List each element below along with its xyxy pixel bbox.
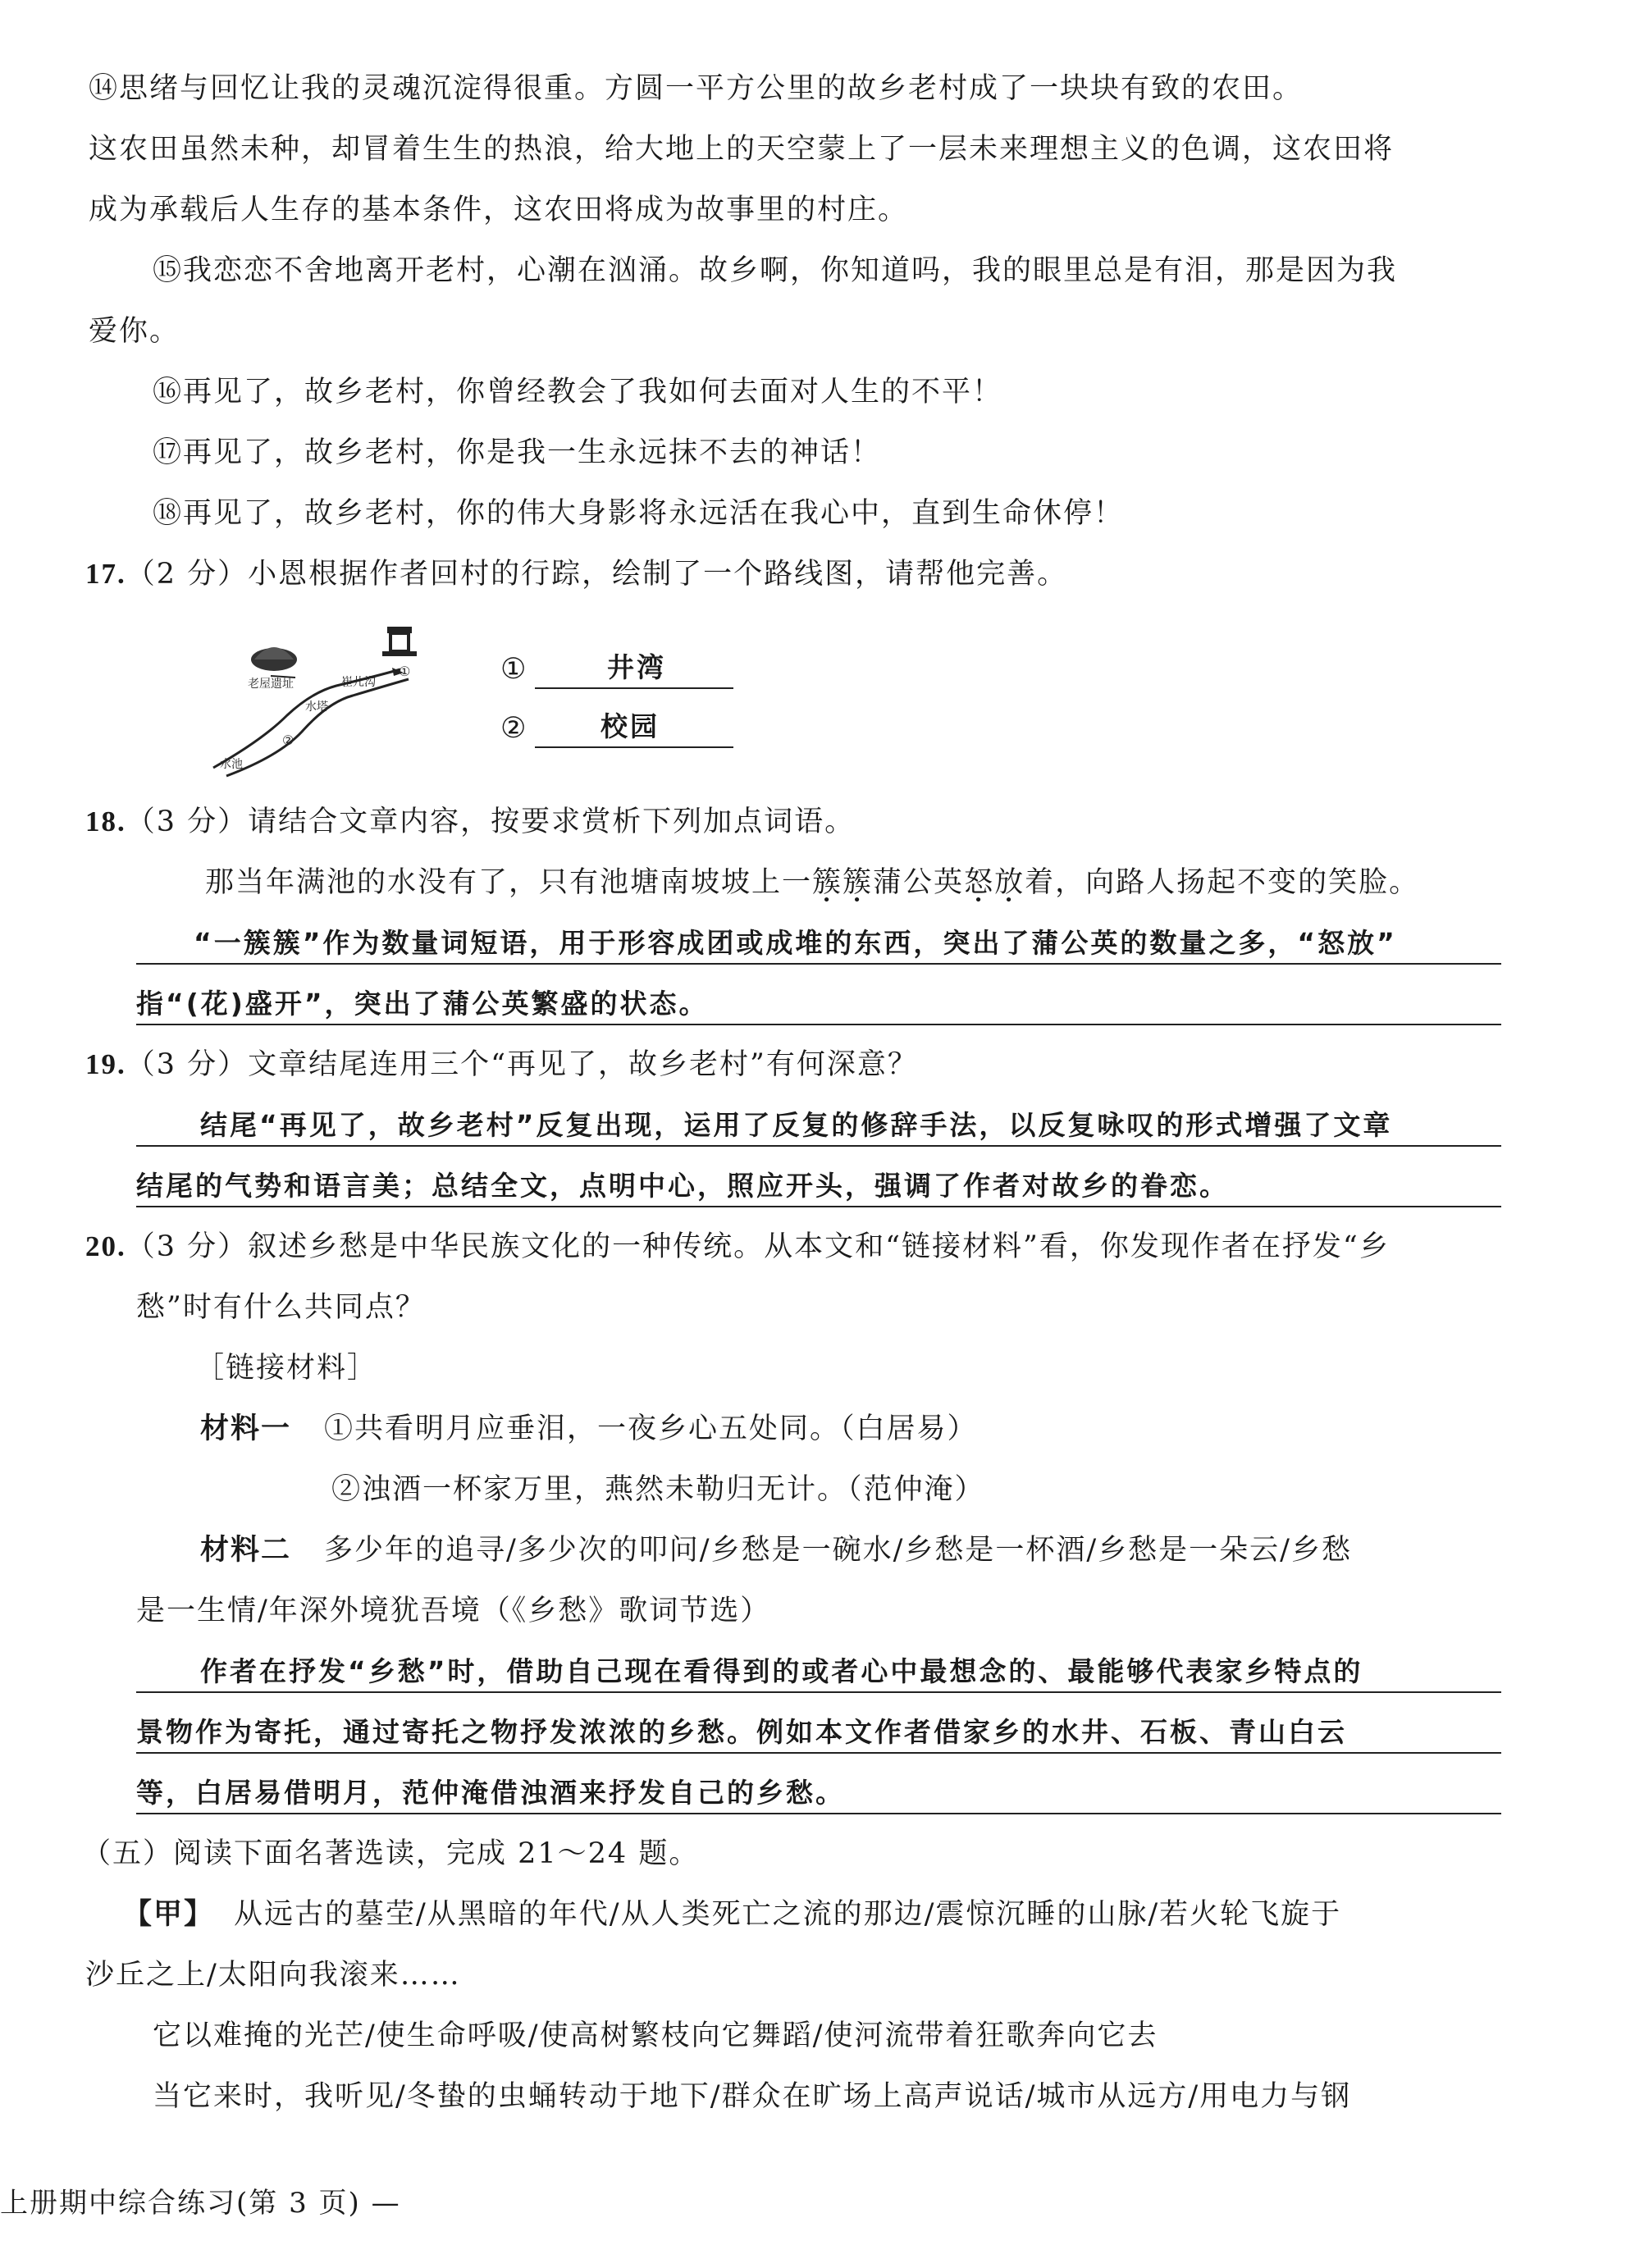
q18-underline-2: [136, 1024, 1501, 1025]
q18-dot-word-3: 怒: [964, 866, 995, 899]
material-1-a: ①共看明月应垂泪，一夜乡心五处同。（白居易）: [324, 1412, 978, 1445]
q18-sentence-b: 蒲公英: [873, 866, 965, 899]
q18-sentence: [205, 865, 1419, 901]
jia-line2: 沙丘之上/太阳向我滚来……: [85, 1959, 461, 1992]
material-2-b: 是一生情/年深外境犹吾境（《乡愁》歌词节选）: [136, 1595, 771, 1627]
map-marker-1: ①: [399, 664, 411, 679]
q19-number: 19.: [85, 1048, 126, 1080]
q20-underline-2: [136, 1752, 1501, 1754]
material-1-b: ②浊酒一杯家万里，燕然未勒归无计。（范仲淹）: [331, 1473, 985, 1506]
q19-answer-line1: 结尾“再见了，故乡老村”反复出现，运用了反复的修辞手法，以反复咏叹的形式增强了文章: [200, 1109, 1393, 1141]
map-label-pool: 水池: [220, 758, 243, 771]
q18-number: 18.: [85, 805, 126, 837]
jia-label: 【甲】: [123, 1898, 215, 1931]
blank2-line: [535, 746, 733, 748]
q20-number: 20.: [85, 1230, 126, 1262]
q20-answer-line3: 等，白居易借明月，范仲淹借浊酒来抒发自己的乡愁。: [136, 1777, 845, 1809]
q20-text-1: （3 分）叙述乡愁是中华民族文化的一种传统。从本文和“链接材料”看，你发现作者在抒发“乡: [126, 1230, 1390, 1263]
q20-answer-line2: 景物作为寄托，通过寄托之物抒发浓浓的乡愁。例如本文作者借家乡的水井、石板、青山白云: [136, 1716, 1347, 1748]
p15-line2: 爱你。: [89, 315, 180, 348]
material-2-a: 多少年的追寻/多少次的叩问/乡愁是一碗水/乡愁是一杯酒/乡愁是一朵云/乡愁: [324, 1534, 1352, 1567]
q18-dot-word-2: 簇: [843, 866, 874, 899]
q18-stem: [85, 804, 855, 840]
q18-dot-word-1: 簇: [812, 866, 843, 899]
q20-underline-1: [136, 1691, 1501, 1693]
page-footer: 上册期中综合练习(第 3 页) —: [0, 2187, 401, 2220]
material-1-label: 材料一: [200, 1412, 292, 1445]
q19-stem: [85, 1047, 918, 1083]
material-2: [200, 1532, 1352, 1568]
q19-answer-line2: 结尾的气势和语言美；总结全文，点明中心，照应开头，强调了作者对故乡的眷恋。: [136, 1170, 1229, 1202]
jia-line4: 当它来时，我听见/冬蛰的虫蛹转动于地下/群众在旷场上高声说话/城市从远方/用电力与钢: [153, 2080, 1352, 2113]
p17: ⑰再见了，故乡老村，你是我一生永远抹不去的神话！: [153, 436, 882, 469]
jia-text-1: 从远古的墓茔/从黑暗的年代/从人类死亡之流的那边/震惊沉睡的山脉/若火轮飞旋于: [234, 1898, 1342, 1931]
q18-dot-word-4: 放: [994, 866, 1025, 899]
p14-line3: 成为承载后人生存的基本条件，这农田将成为故事里的村庄。: [89, 194, 909, 226]
p18: ⑱再见了，故乡老村，你的伟大身影将永远活在我心中，直到生命休停！: [153, 497, 1125, 530]
q17-number: 17.: [85, 558, 126, 590]
jia-line1: [123, 1896, 1341, 1933]
q20-stem-2: 愁”时有什么共同点？: [136, 1291, 426, 1324]
blank1-marker: ①: [500, 653, 528, 686]
blank1-line: [535, 687, 733, 689]
blank2-marker: ②: [500, 712, 528, 745]
map-label-tower: 水塔: [305, 700, 328, 714]
q18-sentence-c: 着，向路人扬起不变的笑脸。: [1025, 866, 1420, 899]
route-map: [197, 617, 459, 781]
q17-stem: [85, 556, 1067, 592]
blank2-answer: 校园: [601, 710, 660, 742]
jia-line3: 它以难掩的光芒/使生命呼吸/使高树繁枝向它舞蹈/使河流带着狂歌奔向它去: [153, 2019, 1158, 2052]
q20-answer-line1: 作者在抒发“乡愁”时，借助自己现在看得到的或者心中最想念的、最能够代表家乡特点的: [200, 1655, 1363, 1687]
q19-text: （3 分）文章结尾连用三个“再见了，故乡老村”有何深意？: [126, 1048, 918, 1081]
p15-line1: ⑮我恋恋不舍地离开老村，心潮在汹涌。故乡啊，你知道吗，我的眼里总是有泪，那是因为我: [153, 254, 1398, 287]
q19-underline-2: [136, 1206, 1501, 1207]
section5-title: （五）阅读下面名著选读，完成 21～24 题。: [82, 1837, 700, 1870]
q18-underline-1: [136, 963, 1501, 965]
map-label-road: 崔儿沟: [341, 676, 376, 689]
map-label-old-house: 老屋遗址: [248, 678, 294, 691]
q18-answer-line2: 指“(花)盛开”，突出了蒲公英繁盛的状态。: [136, 988, 709, 1020]
q17-text: （2 分）小恩根据作者回村的行踪，绘制了一个路线图，请帮他完善。: [126, 558, 1068, 591]
q19-underline-1: [136, 1145, 1501, 1147]
p16: ⑯再见了，故乡老村，你曾经教会了我如何去面对人生的不平！: [153, 376, 1003, 408]
material-2-label: 材料二: [200, 1534, 292, 1567]
q20-stem-1: [85, 1229, 1390, 1265]
q20-underline-3: [136, 1813, 1501, 1814]
q18-sentence-a: 那当年满池的水没有了，只有池塘南坡坡上一: [205, 866, 813, 899]
q18-answer-line1: “一簇簇”作为数量词短语，用于形容成团或成堆的东西，突出了蒲公英的数量之多，“怒放”: [194, 927, 1397, 959]
p14-line1: ⑭思绪与回忆让我的灵魂沉淀得很重。方圆一平方公里的故乡老村成了一块块有致的农田。: [89, 72, 1304, 105]
blank1-answer: 井湾: [607, 651, 666, 683]
map-marker-2: ②: [282, 732, 295, 748]
material-1: [200, 1411, 978, 1447]
link-material-title: ［链接材料］: [195, 1352, 378, 1385]
p14-line2: 这农田虽然未种，却冒着生生的热浪，给大地上的天空蒙上了一层未来理想主义的色调，这农田将: [89, 133, 1395, 166]
q18-text: （3 分）请结合文章内容，按要求赏析下列加点词语。: [126, 805, 856, 838]
